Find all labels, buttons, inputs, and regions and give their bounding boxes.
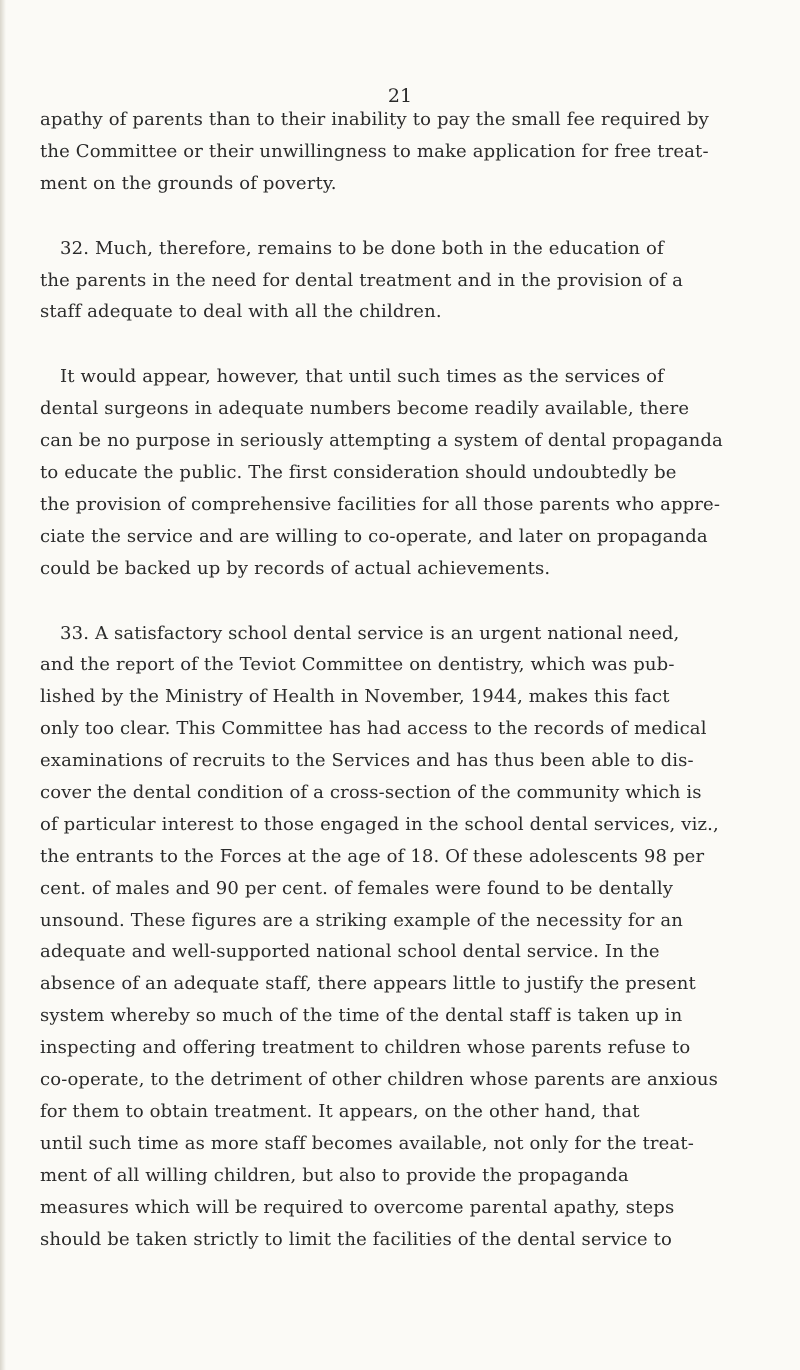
- text-line: ciate the service and are willing to co-operate, and later on propaganda: [40, 525, 708, 547]
- text-line: the provision of comprehensive facilities for all those parents who appre-: [40, 493, 721, 515]
- text-line: the entrants to the Forces at the age of 18. Of these adolescents 98 per: [40, 845, 705, 867]
- text-line: adequate and well-supported national school dental service. In the: [40, 941, 660, 963]
- text-line: measures which will be required to overcome parental apathy, steps: [40, 1196, 675, 1218]
- text-line: 32. Much, therefore, remains to be done both in the education of: [60, 237, 664, 259]
- text-line: of particular interest to those engaged in the school dental services, viz.,: [40, 813, 719, 835]
- text-line: apathy of parents than to their inability to pay the small fee required by: [40, 109, 709, 130]
- text-line: unsound. These figures are a striking example of the necessity for an: [40, 909, 684, 931]
- text-line: system whereby so much of the time of the dental staff is taken up in: [40, 1005, 683, 1027]
- text-line: ment on the grounds of poverty.: [40, 172, 337, 194]
- text-line: dental surgeons in adequate numbers become readily available, there: [40, 398, 690, 420]
- paragraph-32: [40, 233, 765, 329]
- text-line: ment of all willing children, but also to provide the propaganda: [40, 1164, 629, 1186]
- text-line: absence of an adequate staff, there appears little to justify the present: [40, 973, 696, 995]
- paragraph-continuation: [40, 104, 765, 200]
- text-line: the parents in the need for dental treatment and in the provision of a: [40, 269, 683, 291]
- text-line: can be no purpose in seriously attempting a system of dental propaganda: [40, 430, 723, 452]
- text-line: only too clear. This Committee has had access to the records of medical: [40, 718, 707, 740]
- text-line: examinations of recruits to the Services and has thus been able to dis-: [40, 750, 694, 772]
- text-line: and the report of the Teviot Committee on dentistry, which was pub-: [40, 654, 675, 676]
- text-line: cover the dental condition of a cross-section of the community which is: [40, 782, 702, 804]
- text-line: for them to obtain treatment. It appears, on the other hand, that: [40, 1100, 640, 1122]
- text-line: should be taken strictly to limit the facilities of the dental service to: [40, 1228, 672, 1250]
- text-line: to educate the public. The first consideration should undoubtedly be: [40, 462, 677, 484]
- text-line: staff adequate to deal with all the children.: [40, 301, 442, 323]
- paragraph-33: [40, 618, 765, 1256]
- text-line: 33. A satisfactory school dental service is an urgent national need,: [60, 622, 680, 644]
- text-line: lished by the Ministry of Health in November, 1944, makes this fact: [40, 686, 670, 708]
- binding-edge: [0, 0, 6, 1370]
- text-line: cent. of males and 90 per cent. of females were found to be dentally: [40, 877, 674, 899]
- body-text: [40, 104, 765, 1255]
- text-line: co-operate, to the detriment of other children whose parents are anxious: [40, 1069, 719, 1091]
- text-line: inspecting and offering treatment to children whose parents refuse to: [40, 1037, 691, 1059]
- text-line: until such time as more staff becomes available, not only for the treat-: [40, 1132, 694, 1154]
- text-line: could be backed up by records of actual achievements.: [40, 557, 551, 579]
- page-number: 21: [387, 85, 413, 107]
- paragraph-propaganda: [40, 361, 765, 584]
- text-line: the Committee or their unwillingness to make application for free treat-: [40, 140, 709, 162]
- text-line: It would appear, however, that until such times as the services of: [60, 366, 664, 388]
